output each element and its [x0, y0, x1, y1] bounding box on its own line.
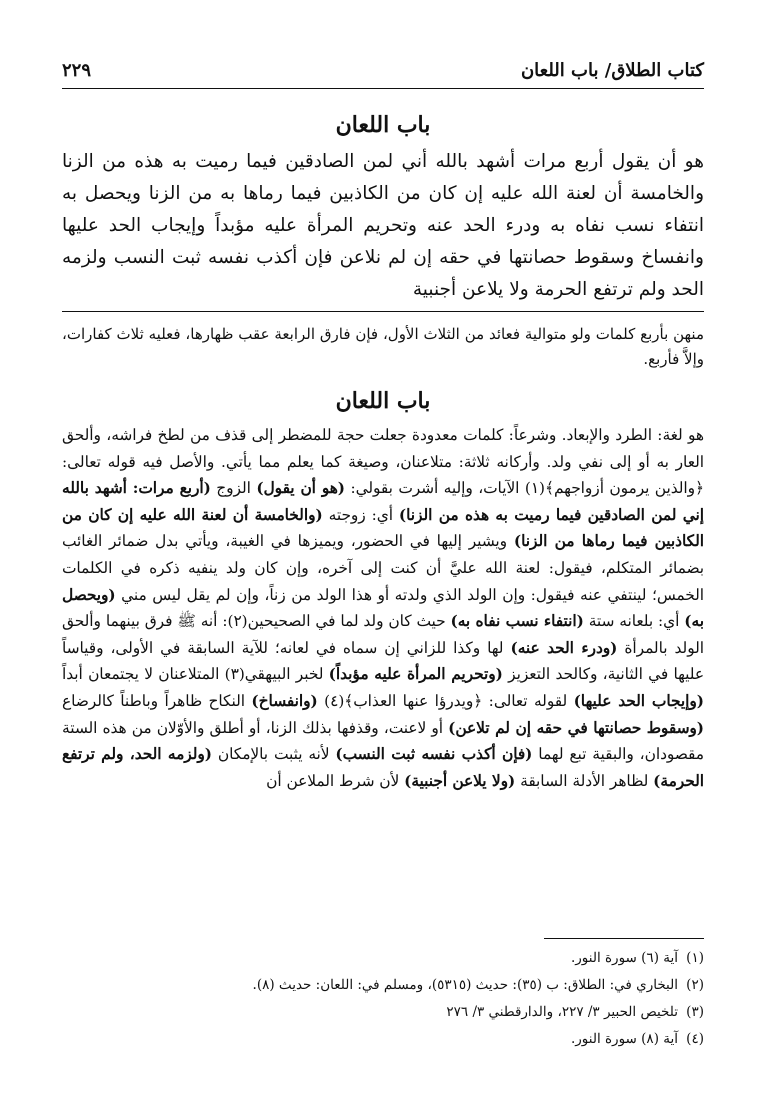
- footnote-number: (٣): [686, 1004, 704, 1020]
- previous-commentary: منهن بأربع كلمات ولو متوالية فعائد من الثلاث الأول، فإن فارق الرابعة عقب ظهارها، فعليه ثلاث كفارات، وإلاَّ فأربع.: [62, 325, 704, 368]
- matn-quote: (ولزمه الحد، ولم ترتفع الحرمة): [62, 745, 704, 790]
- matn-quote: (ولا يلاعن أجنبية): [404, 771, 516, 790]
- footnote: [62, 999, 704, 1026]
- matn-divider: [62, 311, 704, 312]
- running-header: [62, 60, 704, 86]
- footnote-divider: [544, 938, 704, 939]
- header-divider: [62, 88, 704, 89]
- footnote: [62, 945, 704, 972]
- matn-quote: (وتحريم المرأة عليه مؤبداً): [328, 665, 503, 684]
- footnote-text: البخاري في: الطلاق: ب (٣٥): حديث (٥٣١٥)، ومسلم في: اللعان: حديث (٨).: [252, 977, 678, 993]
- commentary-text: لخبر البيهقي(٣) المتلاعنان لا يجتمعان أبداً: [62, 665, 329, 684]
- page-number: ٢٢٩: [62, 60, 92, 81]
- commentary-text: حيث كان ولد لما في الصحيحين(٢): أنه ﷺ فرق بينهما وألحق الولد بالمرأة: [62, 612, 705, 657]
- book-page: [62, 0, 704, 1097]
- matn-quote: (أربع مرات: أشهد بالله إني لمن الصادقين فيما رميت به هذه من الزنا): [62, 479, 704, 524]
- footnote: [62, 972, 704, 999]
- commentary-text: لها وكذا للزاني إن سماه في لعانه؛ للآية السابقة في الأولى، وقياساً عليها في الثانية، وكالحد التعزيز: [62, 638, 704, 684]
- commentary-text: النكاح ظاهراً وباطناً كالرضاع: [62, 691, 252, 710]
- commentary-text: هو لغة: الطرد والإبعاد. وشرعاً: كلمات معدودة جعلت حجة للمضطر إلى قذف من لطخ فراشه، وألحق العار به أو إلى نفي ولد. وأركانه ثلاثة: متلاعنان، وصيغة كما يعلم مما يأتي. والأصل فيه قوله تعالى: ﴿والذين يرمون أزواجهم﴾(١) الآيات، وإليه أشرت بقولي:: [62, 426, 704, 498]
- matn-quote: (وانفساخ): [251, 691, 318, 710]
- matn-quote: (ودرء الحد عنه): [510, 638, 618, 657]
- commentary-text: ويشير إليها في الحضور، ويميزها في الغيبة، ويأتي بدل ضمائر الغائب بضمائر المتكلم، فيقول: لعنة الله عليَّ أن كنت إلى آخره، وإن كان ولد ينفيه ذكره في الكلمات الخمس؛ لينتفي عنه فيقول: وإن الولد الذي ولدته أو هذا الولد من زناً، وإن لم يقل ليس مني: [62, 532, 704, 604]
- footnotes: [62, 945, 704, 1053]
- matn-quote: (وإيجاب الحد عليها): [573, 691, 704, 710]
- commentary-text: الزوج: [210, 479, 257, 498]
- footnote: [62, 1026, 704, 1053]
- matn-title: باب اللعان: [335, 112, 431, 138]
- sharh-title: باب اللعان: [335, 388, 431, 414]
- footnote-text: تلخيص الحبير ٣/ ٢٢٧، والدارقطني ٣/ ٢٧٦: [446, 1004, 678, 1020]
- matn-quote: (وسقوط حصانتها في حقه إن لم تلاعن): [448, 718, 705, 737]
- footnote-number: (٤): [686, 1031, 704, 1047]
- matn-quote: (ويحصل به): [62, 585, 704, 631]
- running-header-title: كتاب الطلاق/ باب اللعان: [520, 60, 704, 81]
- commentary-text: لظاهر الأدلة السابقة: [515, 771, 654, 790]
- footnote-number: (٢): [686, 977, 704, 993]
- matn-quote: (فإن أكذب نفسه ثبت النسب): [335, 745, 533, 764]
- commentary-text: لقوله تعالى: ﴿ويدرؤا عنها العذاب﴾(٤): [317, 691, 574, 710]
- commentary-text: لأنه يثبت بالإمكان: [212, 745, 336, 764]
- commentary-text: أي: زوجته: [322, 505, 399, 524]
- commentary-text: أي: بلعانه ستة: [583, 612, 685, 631]
- commentary-text: أو لاعنت، وقذفها بذلك الزنا، أو أطلق والأوّلان من هذه الستة مقصودان، والبقية تبع لهما: [62, 718, 704, 764]
- footnote-number: (١): [686, 950, 704, 966]
- commentary-text: لأن شرط الملاعن أن: [266, 771, 405, 790]
- matn-quote: (والخامسة أن لعنة الله عليه إن كان من الكاذبين فيما رماها من الزنا): [62, 505, 704, 551]
- matn-quote: (انتفاء نسب نفاه به): [450, 612, 584, 631]
- matn-quote: (هو أن يقول): [256, 479, 346, 498]
- footnote-text: آية (٨) سورة النور.: [570, 1031, 678, 1047]
- footnote-text: آية (٦) سورة النور.: [570, 950, 678, 966]
- sharh-text: [62, 422, 704, 794]
- matn-text: هو أن يقول أربع مرات أشهد بالله أني لمن الصادقين فيما رميت به هذه من الزنا والخامسة أن لعنة الله عليه إن كان من الكاذبين فيما رماها به من الزنا ويحصل به انتفاء نسب نفاه به ودرء الحد عنه وتحريم المرأة عليه مؤبداً وإيجاب الحد عليها وانفساخ وسقوط حصانتها في حقه إن لم نلاعن فإن أكذب نفسه ثبت النسب ولزمه الحد ولم ترتفع الحرمة ولا يلاعن أجنبية: [62, 151, 704, 300]
